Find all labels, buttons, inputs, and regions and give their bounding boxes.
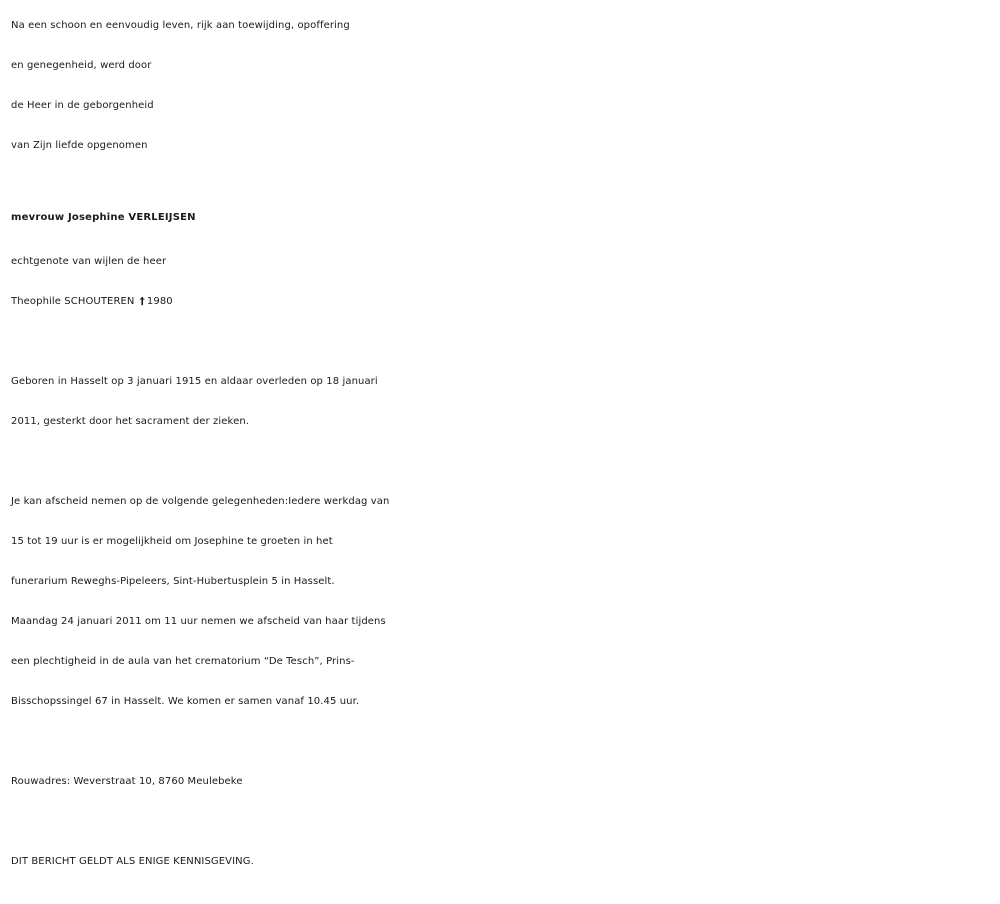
farewell-line: een plechtigheid in de aula van het crematorium “De Tesch”, Prins- — [11, 656, 355, 667]
spouse-line — [11, 282, 996, 322]
spacer — [11, 166, 996, 194]
birth-death-line: Geboren in Hasselt op 3 januari 1915 en aldaar overleden op 18 januari — [11, 376, 378, 387]
relation-line: echtgenote van wijlen de heer — [11, 256, 167, 267]
farewell-line: funerarium Reweghs-Pipeleers, Sint-Hubertusplein 5 in Hasselt. — [11, 576, 335, 587]
spouse-name: Theophile SCHOUTEREN — [11, 296, 135, 307]
birth-death-paragraph — [11, 362, 996, 442]
cross-icon: † — [139, 296, 145, 307]
spouse-death-year: 1980 — [146, 296, 173, 307]
farewell-paragraph — [11, 482, 996, 722]
intro-line: en genegenheid, werd door — [11, 60, 152, 71]
spacer — [11, 442, 996, 482]
intro-line: Na een schoon en eenvoudig leven, rijk aan toewijding, opoffering — [11, 20, 350, 31]
spacer — [11, 722, 996, 762]
mourning-address: Rouwadres: Weverstraat 10, 8760 Meulebeke — [11, 776, 243, 787]
deceased-name: mevrouw Josephine VERLEIJSEN — [11, 212, 196, 223]
birth-death-line: 2011, gesterkt door het sacrament der zieken. — [11, 416, 250, 427]
farewell-line: 15 tot 19 uur is er mogelijkheid om Josephine te groeten in het — [11, 536, 333, 547]
deceased-block — [11, 194, 996, 322]
intro-line: de Heer in de geborgenheid — [11, 100, 154, 111]
intro-text — [11, 6, 996, 166]
sole-notice: DIT BERICHT GELDT ALS ENIGE KENNISGEVING. — [11, 856, 254, 867]
farewell-line: Maandag 24 januari 2011 om 11 uur nemen we afscheid van haar tijdens — [11, 616, 386, 627]
obituary-notice — [11, 6, 996, 882]
spacer — [11, 322, 996, 362]
farewell-line: Bisschopssingel 67 in Hasselt. We komen er samen vanaf 10.45 uur. — [11, 696, 360, 707]
farewell-line: Je kan afscheid nemen op de volgende gelegenheden:Iedere werkdag van — [11, 496, 390, 507]
intro-line: van Zijn liefde opgenomen — [11, 140, 148, 151]
spacer — [11, 802, 996, 842]
